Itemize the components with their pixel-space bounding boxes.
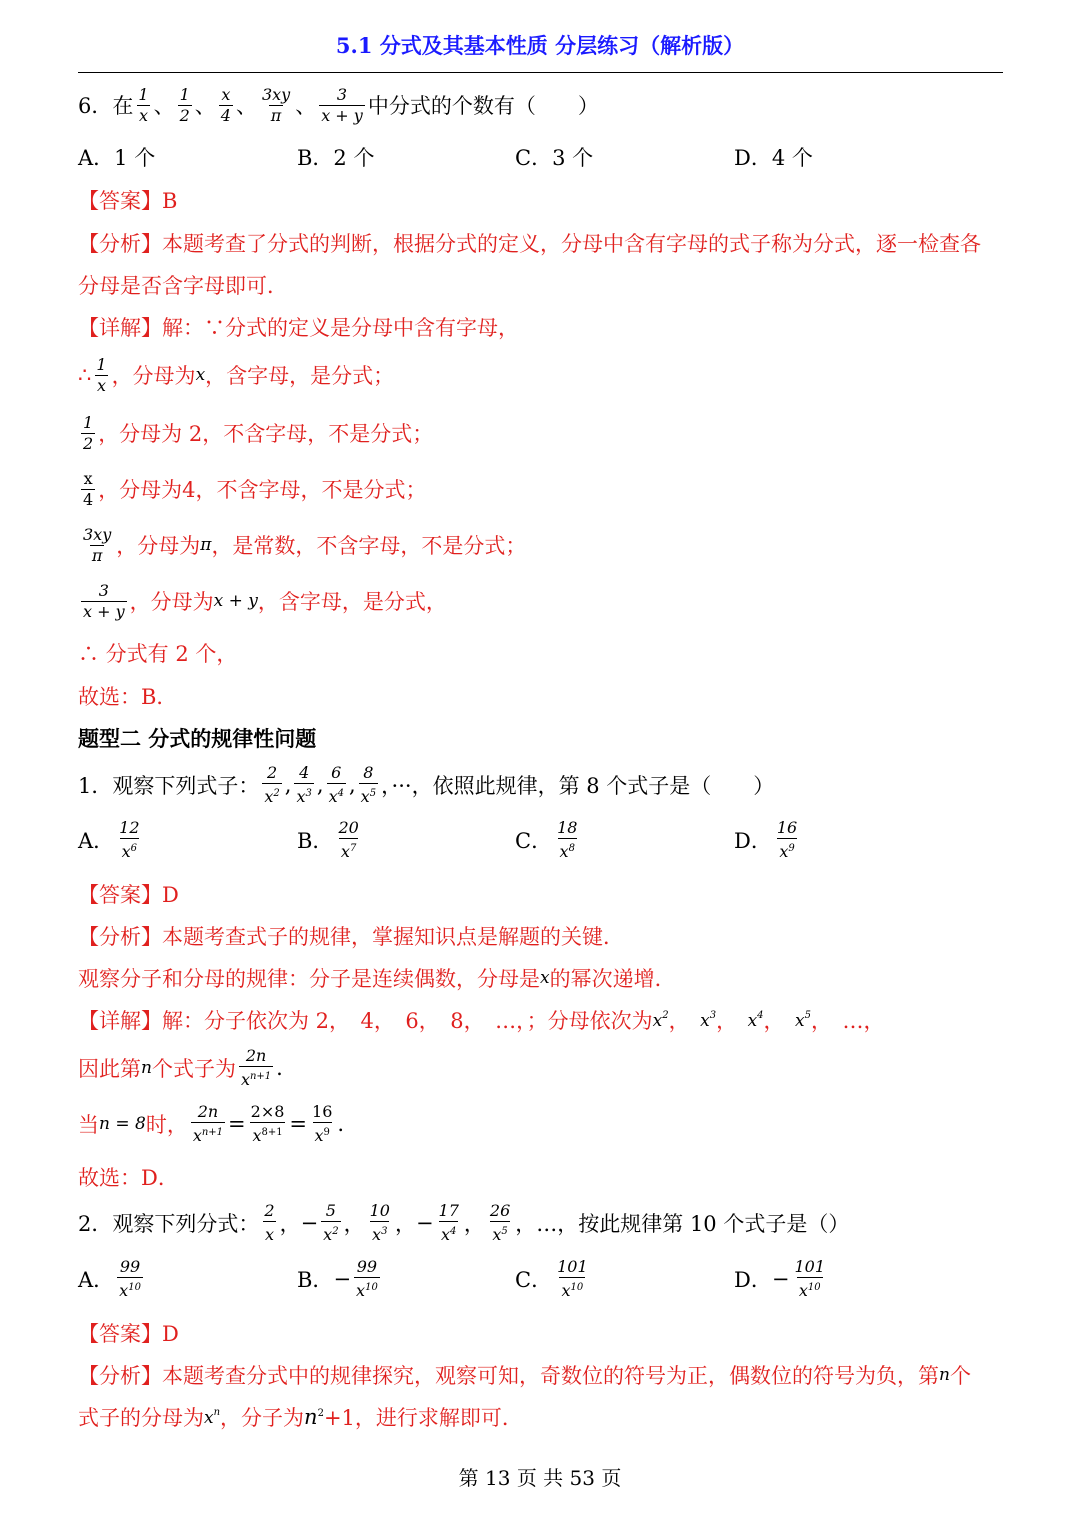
p1-option-b: B． 20 $x^7$ bbox=[297, 818, 359, 861]
p1-seq-3: 6 $x^4$ bbox=[328, 763, 344, 806]
p2-option-a: A． 99 $x^{10}$ bbox=[78, 1257, 141, 1300]
q6-conclusion: ∴ 分式有 2 个， bbox=[78, 642, 238, 666]
p1-general-term: 因此第 n 个式子为 2n $x^{n+1}$ . bbox=[78, 1046, 283, 1089]
q6-detail-fracx4: x 4 ，分母为4，不含字母，不是分式； bbox=[83, 468, 427, 509]
p1-seq-1: 2 $x^2$ bbox=[264, 763, 280, 806]
p2-seq-4: $\frac{17}{x^4}$ bbox=[438, 1201, 459, 1244]
q6-option-d: D．4 个 bbox=[734, 146, 813, 170]
q6-detail-line1: 【详解】解：∵分式的定义是分母中含有字母， bbox=[78, 316, 519, 340]
q6-prefix: 6．在 bbox=[78, 94, 134, 118]
q6-choose: 故选：B． bbox=[78, 685, 178, 709]
p1-option-d: D． 16 $x^9$ bbox=[734, 818, 798, 861]
section2-title: 题型二 分式的规律性问题 bbox=[78, 726, 317, 751]
p1-seq-2: 4 $x^3$ bbox=[296, 763, 312, 806]
p1-choose: 故选：D． bbox=[78, 1166, 179, 1190]
q6-detail-frac12: 1 2 ，分母为 2，不含字母，不是分式； bbox=[83, 412, 434, 453]
q6-frac-4: 3xy π bbox=[261, 84, 291, 125]
p1-detail: 【详解】解：分子依次为 2， 4， 6， 8， …，；分母依次为 $x^2$ ， $x^3$ ， $x^4$ ， $x^5$ ， …， bbox=[78, 1009, 885, 1033]
p2-seq-5: 26 $x^5$ bbox=[489, 1201, 511, 1244]
p1-seq-4: 8 $x^5$ bbox=[360, 763, 377, 806]
p2-seq-2: $\frac{5}{x^2}$ bbox=[323, 1201, 339, 1244]
p1-option-c: C． 18 $x^8$ bbox=[515, 818, 578, 861]
q6-answer: 【答案】B bbox=[78, 189, 178, 213]
q6-stem: 6．在 1 x 、 1 2 、 x 4 、 3xy π 、 3 x + y 中分式的个数有（ ） bbox=[78, 84, 599, 125]
p1-analysis: 【分析】本题考查式子的规律，掌握知识点是解题的关键． bbox=[78, 925, 624, 949]
q6-option-c: C．3 个 bbox=[515, 146, 594, 170]
q6-frac-3: x 4 bbox=[220, 84, 231, 125]
q6-frac-2: 1 2 bbox=[179, 84, 190, 125]
p1-calculation: 当 n = 8 时， $\frac{2n}{x^{n+1}}$ = $\frac{2\times 8}{x^{8+1}}$ = $\frac{16}{x^9}$ . bbox=[78, 1102, 345, 1145]
q6-frac-5: 3 x + y bbox=[321, 84, 363, 125]
p2-seq-1: 2 x bbox=[264, 1201, 275, 1244]
p1-observation: 观察分子和分母的规律：分子是连续偶数，分母是 x 的幂次递增． bbox=[78, 967, 676, 991]
q6-detail-frac1x: ∴ 1 x ，分母为 x ，含字母，是分式； bbox=[78, 354, 395, 395]
p1-option-a: A． 12 $x^6$ bbox=[78, 818, 140, 861]
p2-seq-3: 10 $x^3$ bbox=[369, 1201, 390, 1244]
q6-detail-frac3xypi: 3xy π ，分母为 π ，是常数，不含字母，不是分式； bbox=[83, 524, 527, 565]
p2-analysis-line2: 式子的分母为 $x^n$ ，分子为 $n^2$ +1，进行求解即可． bbox=[78, 1405, 523, 1430]
p1-stem: 1．观察下列式子： 2 $x^2$ , 4 $x^3$ , 6 $x^4$ , 8 $x^5$ ，···，依照此规律，第 8 个式子是（ ） bbox=[78, 763, 775, 806]
p1-answer: 【答案】D bbox=[78, 883, 179, 907]
q6-analysis-line2: 分母是否含字母即可． bbox=[78, 274, 288, 298]
page-header-title: 5.1 分式及其基本性质 分层练习（解析版） bbox=[335, 33, 745, 58]
p2-answer: 【答案】D bbox=[78, 1322, 179, 1346]
p2-stem: 2．观察下列分式： 2 x ， − $\frac{5}{x^2}$ ， 10 $x^3$ ， − $\frac{17}{x^4}$ ， 26 $x^5$ ，…，按此规律第 10 个式子是（） bbox=[78, 1201, 850, 1244]
p2-option-b: B． − $\frac{99}{x^{10}}$ bbox=[297, 1257, 378, 1300]
p2-option-d: D． − $\frac{101}{x^{10}}$ bbox=[734, 1257, 825, 1300]
q6-option-a: A．1 个 bbox=[78, 146, 156, 170]
page-footer: 第 13 页 共 53 页 bbox=[458, 1466, 622, 1490]
p2-analysis-line1: 【分析】本题考查分式中的规律探究，观察可知，奇数位的符号为正，偶数位的符号为负，第 n 个 bbox=[78, 1364, 971, 1388]
header-rule bbox=[78, 72, 1003, 73]
q6-detail-frac3xy: 3 x + y ，分母为 x + y ，含字母，是分式， bbox=[83, 580, 447, 621]
p2-option-c: C． 101 $x^{10}$ bbox=[515, 1257, 588, 1300]
q6-frac-1: 1 x bbox=[138, 84, 149, 125]
q6-option-b: B．2 个 bbox=[297, 146, 375, 170]
q6-analysis-line1: 【分析】本题考查了分式的判断，根据分式的定义，分母中含有字母的式子称为分式，逐一检查各 bbox=[78, 232, 981, 256]
q6-suffix: 中分式的个数有（ ） bbox=[367, 94, 599, 118]
